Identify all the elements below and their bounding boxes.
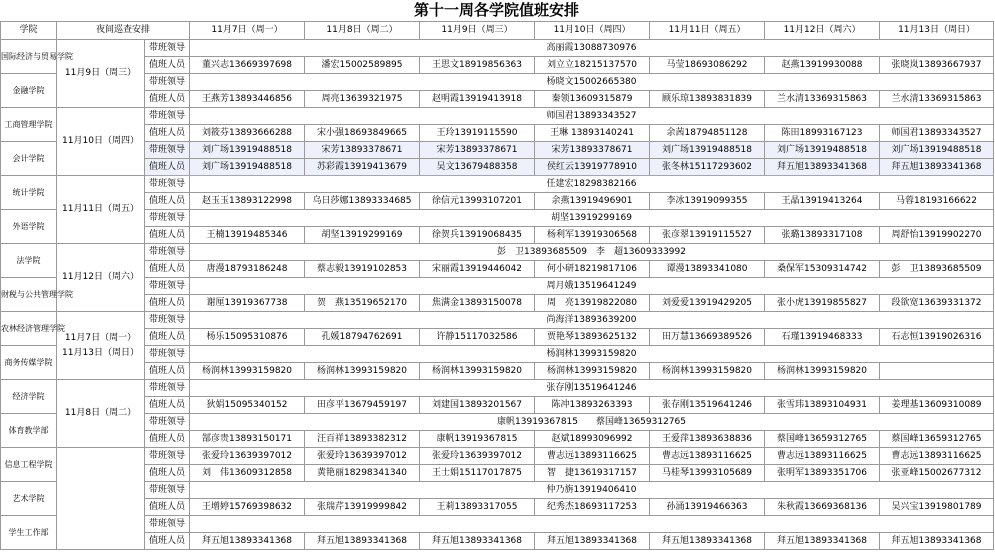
staff-row xyxy=(1,363,994,380)
role-leader-label: 带班领导 xyxy=(145,414,190,431)
role-staff-label: 值班人员 xyxy=(145,227,190,244)
night-patrol-date xyxy=(57,108,145,176)
staff-cell[interactable]: 石瑾13919468333 xyxy=(765,329,880,346)
header-day: 11月10日（周四） xyxy=(535,22,650,40)
leader-cell[interactable] xyxy=(190,516,994,533)
leader-cell[interactable]: 仲乃旃13919406410 xyxy=(190,482,994,499)
staff-cell[interactable]: 孙涌13919466363 xyxy=(650,499,765,516)
staff-cell[interactable]: 刘筱芬13893666288 xyxy=(190,125,305,142)
leader-row xyxy=(1,516,994,533)
staff-cell[interactable]: 徐信元13993107201 xyxy=(420,193,535,210)
staff-cell[interactable]: 周舒怡13919902270 xyxy=(880,227,994,244)
staff-cell[interactable]: 马蓉18193166622 xyxy=(880,193,994,210)
staff-cell[interactable]: 余茜18794851128 xyxy=(650,125,765,142)
staff-cell[interactable]: 姜理基13609310089 xyxy=(880,397,994,414)
staff-cell[interactable]: 吴兴宝13919801789 xyxy=(880,499,994,516)
role-leader-label: 带班领导 xyxy=(145,74,190,91)
staff-cell[interactable]: 郜彦贵13893150171 xyxy=(190,431,305,448)
staff-cell[interactable]: 顾乐琼13893831839 xyxy=(650,91,765,108)
leader-cell[interactable]: 宋芳13893378671 xyxy=(305,142,420,159)
night-date: 11月7日（周一） xyxy=(64,332,137,343)
staff-cell[interactable]: 田万慧13669389526 xyxy=(650,329,765,346)
leader-cell[interactable]: 师国君13893343527 xyxy=(190,108,994,125)
staff-cell[interactable]: 王爱萍13893638836 xyxy=(650,431,765,448)
staff-cell[interactable]: 蔡国峰13659312765 xyxy=(880,431,994,448)
staff-cell[interactable]: 拜五旭13893341368 xyxy=(880,159,994,176)
header-row xyxy=(1,22,994,40)
staff-cell[interactable]: 贺 燕13519652170 xyxy=(305,295,420,312)
night-patrol-date xyxy=(57,244,145,312)
leader-row xyxy=(1,108,994,125)
staff-cell[interactable]: 刘广场13919488518 xyxy=(190,159,305,176)
staff-row xyxy=(1,329,994,346)
staff-cell[interactable]: 赵玉玉13893122998 xyxy=(190,193,305,210)
leader-cell[interactable]: 高丽霞13088730976 xyxy=(190,40,994,57)
role-staff-label: 值班人员 xyxy=(145,295,190,312)
staff-cell[interactable]: 杨润林13993159820 xyxy=(650,363,765,380)
staff-cell[interactable]: 陈冲13893263393 xyxy=(535,397,650,414)
leader-cell[interactable]: 杨晓文15002665380 xyxy=(190,74,994,91)
staff-row xyxy=(1,499,994,516)
leader-cell[interactable]: 曹志远13893116625 xyxy=(650,448,765,465)
staff-cell[interactable]: 杨乐15095310876 xyxy=(190,329,305,346)
role-staff-label: 值班人员 xyxy=(145,397,190,414)
staff-row xyxy=(1,431,994,448)
college-name: 外语学院 xyxy=(1,210,57,244)
staff-cell[interactable]: 秦领13609315879 xyxy=(535,91,650,108)
college-name: 工商管理学院 xyxy=(1,108,57,142)
leader-cell[interactable]: 刘广场13919488518 xyxy=(880,142,994,159)
staff-row xyxy=(1,397,994,414)
role-staff-label: 值班人员 xyxy=(145,125,190,142)
college-name: 会计学院 xyxy=(1,142,57,176)
leader-row xyxy=(1,346,994,363)
night-patrol-date xyxy=(57,40,145,108)
staff-cell[interactable]: 宋小强18693849665 xyxy=(305,125,420,142)
staff-cell[interactable]: 杨利军13919306568 xyxy=(535,227,650,244)
leader-row xyxy=(1,414,994,431)
staff-cell[interactable]: 孔媛18794762691 xyxy=(305,329,420,346)
role-leader-label: 带班领导 xyxy=(145,380,190,397)
leader-cell[interactable]: 胡坚13919299169 xyxy=(190,210,994,227)
staff-cell[interactable]: 杨润林13993159820 xyxy=(190,363,305,380)
staff-cell[interactable]: 贾艳琴13893625132 xyxy=(535,329,650,346)
leader-cell[interactable]: 宋芳13893378671 xyxy=(535,142,650,159)
staff-cell[interactable]: 王楠13919485346 xyxy=(190,227,305,244)
staff-cell[interactable]: 拜五旭13893341368 xyxy=(880,533,994,550)
staff-cell[interactable]: 拜五旭13893341368 xyxy=(765,533,880,550)
staff-cell[interactable]: 刘 伟13609312858 xyxy=(190,465,305,482)
staff-row xyxy=(1,193,994,210)
role-leader-label: 带班领导 xyxy=(145,142,190,159)
staff-cell[interactable]: 侯红云13919778910 xyxy=(535,159,650,176)
leader-row xyxy=(1,380,994,397)
staff-cell[interactable]: 狄娟15095340152 xyxy=(190,397,305,414)
staff-cell[interactable]: 余燕13919496901 xyxy=(535,193,650,210)
staff-cell[interactable]: 乌日莎娜13893334685 xyxy=(305,193,420,210)
leader-row xyxy=(1,176,994,193)
staff-cell[interactable]: 陈田18993167123 xyxy=(765,125,880,142)
staff-cell[interactable]: 兰水清13369315863 xyxy=(765,91,880,108)
staff-cell[interactable]: 杨润林13993159820 xyxy=(305,363,420,380)
night-patrol-date xyxy=(57,448,145,550)
staff-cell[interactable]: 苏彩霞13919413679 xyxy=(305,159,420,176)
staff-cell[interactable]: 石志恒13919026316 xyxy=(880,329,994,346)
leader-row xyxy=(1,448,994,465)
leader-cell[interactable]: 康帆13919367815 蔡国峰13659312765 xyxy=(190,414,994,431)
staff-cell[interactable]: 王琳 13893140241 xyxy=(535,125,650,142)
leader-cell[interactable]: 刘广场13919488518 xyxy=(190,142,305,159)
college-name: 学生工作部 xyxy=(1,516,57,550)
staff-cell[interactable]: 张晓岚13893667937 xyxy=(880,57,994,74)
header-day: 11月8日（周二） xyxy=(305,22,420,40)
staff-cell[interactable]: 赵明霞13919413918 xyxy=(420,91,535,108)
staff-row xyxy=(1,91,994,108)
college-name: 信息工程学院 xyxy=(1,448,57,482)
staff-cell[interactable]: 张小虎13919855827 xyxy=(765,295,880,312)
header-day: 11月9日（周三） xyxy=(420,22,535,40)
staff-cell[interactable]: 李冰13919099355 xyxy=(650,193,765,210)
staff-cell[interactable]: 智 捷13619317157 xyxy=(535,465,650,482)
leader-cell[interactable]: 曹志远13893116625 xyxy=(765,448,880,465)
staff-cell[interactable]: 王思文18919856363 xyxy=(420,57,535,74)
role-leader-label: 带班领导 xyxy=(145,346,190,363)
leader-cell[interactable]: 尚海洋13893639200 xyxy=(190,312,994,329)
staff-cell[interactable]: 黄艳丽18298341340 xyxy=(305,465,420,482)
leader-row xyxy=(1,278,994,295)
staff-row xyxy=(1,57,994,74)
leader-cell[interactable]: 张爱玲13639397012 xyxy=(305,448,420,465)
staff-cell[interactable]: 宋丽霞13919446042 xyxy=(420,261,535,278)
college-name: 体育教学部 xyxy=(1,414,57,448)
staff-cell[interactable]: 王士娟15117017875 xyxy=(420,465,535,482)
staff-cell[interactable]: 纪秀杰18693117253 xyxy=(535,499,650,516)
staff-cell[interactable]: 王增婷15769398632 xyxy=(190,499,305,516)
college-name: 商务传媒学院 xyxy=(1,346,57,380)
header-night: 夜间巡查安排 xyxy=(57,22,190,40)
staff-cell[interactable]: 王玲13919115590 xyxy=(420,125,535,142)
role-staff-label: 值班人员 xyxy=(145,91,190,108)
staff-cell[interactable]: 田彦平13679459197 xyxy=(305,397,420,414)
leader-cell[interactable]: 刘广场13919488518 xyxy=(650,142,765,159)
leader-cell[interactable]: 张爱玲13639397012 xyxy=(190,448,305,465)
role-leader-label: 带班领导 xyxy=(145,108,190,125)
staff-cell[interactable]: 王燕芳13893446856 xyxy=(190,91,305,108)
leader-cell[interactable]: 任建宏18298382166 xyxy=(190,176,994,193)
staff-cell[interactable]: 刘爱爱13919429205 xyxy=(650,295,765,312)
staff-cell[interactable]: 张彦翠13919115527 xyxy=(650,227,765,244)
staff-cell[interactable]: 兰水清13369315863 xyxy=(880,91,994,108)
staff-cell[interactable]: 拜五旭13893341368 xyxy=(765,159,880,176)
role-staff-label: 值班人员 xyxy=(145,363,190,380)
staff-row xyxy=(1,159,994,176)
leader-row xyxy=(1,312,994,329)
staff-cell[interactable]: 王晶13919413264 xyxy=(765,193,880,210)
leader-cell[interactable]: 周月娥13519641249 xyxy=(190,278,994,295)
role-staff-label: 值班人员 xyxy=(145,329,190,346)
staff-cell[interactable]: 杨润林13993159820 xyxy=(765,363,880,380)
role-staff-label: 值班人员 xyxy=(145,57,190,74)
staff-cell[interactable]: 张明军13893351706 xyxy=(765,465,880,482)
staff-cell[interactable]: 汪百祥13893382312 xyxy=(305,431,420,448)
staff-row xyxy=(1,295,994,312)
staff-cell[interactable]: 马莹18693086292 xyxy=(650,57,765,74)
staff-cell[interactable]: 刘立立18215137570 xyxy=(535,57,650,74)
staff-cell[interactable]: 桑保军15309314742 xyxy=(765,261,880,278)
night-date: 11月11日（周五） xyxy=(62,204,139,214)
college-name: 财税与公共管理学院 xyxy=(1,278,57,312)
staff-cell[interactable]: 徐贺兵13919068435 xyxy=(420,227,535,244)
staff-cell[interactable]: 唐漫18793186248 xyxy=(190,261,305,278)
staff-cell[interactable]: 拜五旭13893341368 xyxy=(190,533,305,550)
staff-cell[interactable]: 张瑞芹13919999842 xyxy=(305,499,420,516)
role-staff-label: 值班人员 xyxy=(145,499,190,516)
header-day: 11月13日（周日） xyxy=(880,22,994,40)
leader-cell[interactable]: 宋芳13893378671 xyxy=(420,142,535,159)
night-date: 11月10日（周四） xyxy=(62,136,139,146)
staff-row xyxy=(1,227,994,244)
college-name: 法学院 xyxy=(1,244,57,278)
role-leader-label: 带班领导 xyxy=(145,278,190,295)
role-staff-label: 值班人员 xyxy=(145,465,190,482)
staff-row xyxy=(1,533,994,550)
staff-cell[interactable]: 何小研18219817106 xyxy=(535,261,650,278)
role-staff-label: 值班人员 xyxy=(145,261,190,278)
staff-row xyxy=(1,465,994,482)
college-name: 国际经济与贸易学院 xyxy=(1,40,57,74)
staff-cell[interactable]: 张璐13893317108 xyxy=(765,227,880,244)
college-name: 金融学院 xyxy=(1,74,57,108)
staff-cell[interactable]: 康帆13919367815 xyxy=(420,431,535,448)
role-staff-label: 值班人员 xyxy=(145,193,190,210)
leader-row xyxy=(1,210,994,227)
staff-cell[interactable]: 蔡志毅13919102853 xyxy=(305,261,420,278)
role-leader-label: 带班领导 xyxy=(145,448,190,465)
table-body xyxy=(1,40,994,550)
night-date: 11月9日（周三） xyxy=(64,68,137,78)
staff-cell[interactable]: 刘建国13893201567 xyxy=(420,397,535,414)
staff-cell[interactable]: 杨润林13993159820 xyxy=(535,363,650,380)
staff-cell[interactable]: 吴文13679488358 xyxy=(420,159,535,176)
staff-cell[interactable]: 拜五旭13893341368 xyxy=(650,533,765,550)
leader-cell[interactable]: 曹志远13893116625 xyxy=(535,448,650,465)
role-staff-label: 值班人员 xyxy=(145,431,190,448)
header-day: 11月12日（周六） xyxy=(765,22,880,40)
leader-row xyxy=(1,40,994,57)
leader-row xyxy=(1,142,994,159)
night-date: 11月13日（周日） xyxy=(62,347,139,358)
night-patrol-date xyxy=(57,312,145,380)
night-date: 11月8日（周二） xyxy=(64,408,137,418)
college-name: 农林经济管理学院 xyxy=(1,312,57,346)
role-staff-label: 值班人员 xyxy=(145,159,190,176)
leader-cell[interactable]: 刘广场13919488518 xyxy=(765,142,880,159)
leader-cell[interactable]: 曹志远13893116625 xyxy=(880,448,994,465)
duty-table xyxy=(0,21,994,550)
role-leader-label: 带班领导 xyxy=(145,312,190,329)
night-patrol-date xyxy=(57,176,145,244)
college-name: 艺术学院 xyxy=(1,482,57,516)
staff-cell[interactable] xyxy=(880,363,994,380)
staff-cell[interactable]: 拜五旭13893341368 xyxy=(535,533,650,550)
staff-cell[interactable]: 张存刚13519641246 xyxy=(650,397,765,414)
staff-cell[interactable]: 王莉13893317055 xyxy=(420,499,535,516)
leader-cell[interactable]: 张爱玲13639397012 xyxy=(420,448,535,465)
leader-row xyxy=(1,482,994,499)
staff-cell[interactable]: 谭漫13893341080 xyxy=(650,261,765,278)
staff-cell[interactable]: 马桂琴13993105689 xyxy=(650,465,765,482)
leader-cell[interactable]: 张存刚13519641246 xyxy=(190,380,994,397)
staff-row xyxy=(1,125,994,142)
staff-cell[interactable]: 周亮13639321975 xyxy=(305,91,420,108)
staff-cell[interactable]: 张雪玮13893104931 xyxy=(765,397,880,414)
night-patrol-date xyxy=(57,380,145,448)
staff-cell[interactable]: 段欲宽13639331372 xyxy=(880,295,994,312)
staff-cell[interactable]: 张冬林15117293602 xyxy=(650,159,765,176)
staff-cell[interactable]: 赵斌18993096992 xyxy=(535,431,650,448)
leader-row xyxy=(1,244,994,261)
staff-cell[interactable]: 焦满金13893150078 xyxy=(420,295,535,312)
role-leader-label: 带班领导 xyxy=(145,176,190,193)
staff-cell[interactable]: 朱秋霞13669368136 xyxy=(765,499,880,516)
staff-cell[interactable]: 潘宏15002589895 xyxy=(305,57,420,74)
sheet-title: 第十一周各学院值班安排 xyxy=(413,1,579,19)
header-day: 11月11日（周五） xyxy=(650,22,765,40)
role-leader-label: 带班领导 xyxy=(145,244,190,261)
staff-cell[interactable]: 张亚峰15002677312 xyxy=(880,465,994,482)
leader-row xyxy=(1,74,994,91)
staff-cell[interactable]: 赵燕13919930088 xyxy=(765,57,880,74)
staff-cell[interactable]: 蔡国峰13659312765 xyxy=(765,431,880,448)
staff-cell[interactable]: 谢厘13919367738 xyxy=(190,295,305,312)
staff-cell[interactable]: 彭 卫13893685509 xyxy=(880,261,994,278)
role-leader-label: 带班领导 xyxy=(145,210,190,227)
staff-cell[interactable]: 周 亮13919822080 xyxy=(535,295,650,312)
header-day: 11月7日（周一） xyxy=(190,22,305,40)
role-leader-label: 带班领导 xyxy=(145,482,190,499)
staff-cell[interactable]: 拜五旭13893341368 xyxy=(305,533,420,550)
leader-cell[interactable]: 彭 卫13893685509 李 超13609333992 xyxy=(190,244,994,261)
college-name: 统计学院 xyxy=(1,176,57,210)
leader-cell[interactable]: 杨润林13993159820 xyxy=(190,346,994,363)
night-date: 11月12日（周六） xyxy=(62,272,139,282)
staff-cell[interactable]: 拜五旭13893341368 xyxy=(420,533,535,550)
staff-cell[interactable]: 胡坚13919299169 xyxy=(305,227,420,244)
staff-row xyxy=(1,261,994,278)
staff-cell[interactable]: 许静15117032586 xyxy=(420,329,535,346)
header-college: 学院 xyxy=(1,22,57,40)
college-name: 经济学院 xyxy=(1,380,57,414)
staff-cell[interactable]: 董兴志13669397698 xyxy=(190,57,305,74)
role-leader-label: 带班领导 xyxy=(145,40,190,57)
staff-cell[interactable]: 杨润林13993159820 xyxy=(420,363,535,380)
role-staff-label: 值班人员 xyxy=(145,533,190,550)
staff-cell[interactable]: 师国君13893343527 xyxy=(880,125,994,142)
role-leader-label: 带班领导 xyxy=(145,516,190,533)
